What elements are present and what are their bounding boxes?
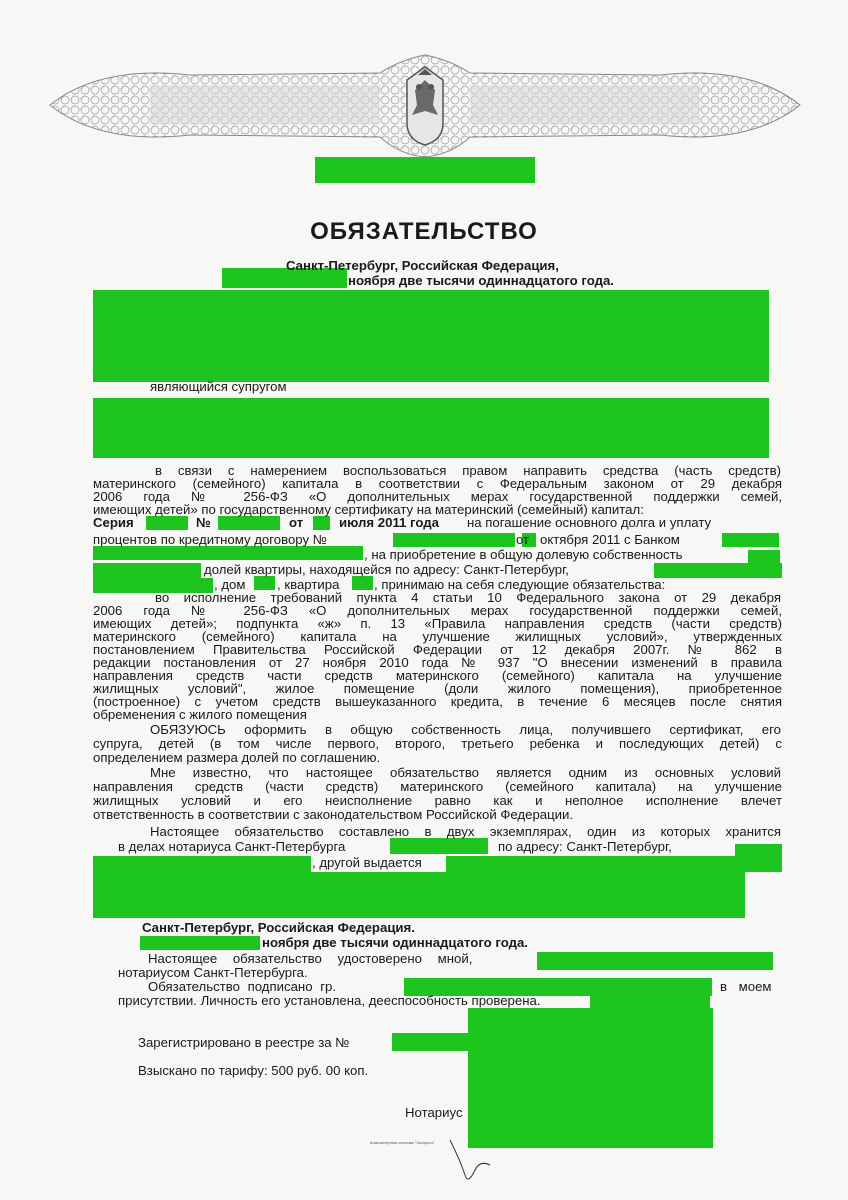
- redaction-block: [748, 550, 780, 564]
- redaction-block: [390, 838, 488, 854]
- body-line: постановлением Правительства Российской Федерации от 12 декабря 2007г. № 862 в: [93, 642, 782, 657]
- redaction-block: [590, 993, 710, 1009]
- body-line: направления средств части средств материнского (семейного) капитала на улучшение: [93, 668, 782, 683]
- body-line: по адресу: Санкт-Петербург,: [498, 839, 672, 854]
- body-line: , на приобретение в общую долевую собственность: [364, 547, 683, 562]
- redaction-block: [93, 398, 769, 458]
- body-line: , квартира: [277, 577, 340, 592]
- header-date: ноября две тысячи одиннадцатого года.: [348, 273, 614, 288]
- redaction-block: [313, 516, 330, 530]
- body-line: жилищных условий и его неисполнение равно как и неполное исполнение влечет: [93, 793, 782, 808]
- body-line: супруга, детей (в том числе первого, второго, третьего ребенка и последующих детей) с: [93, 736, 782, 751]
- cert-line: присутствии. Личность его установлена, дееспособность проверена.: [118, 993, 541, 1008]
- body-line: 2006 года № 256-ФЗ «О дополнительных мерах государственной поддержки семей,: [93, 603, 782, 618]
- body-line: материнского (семейного) капитала в соответствии с Федеральным законом от 29 декабря: [93, 476, 782, 491]
- body-line: обременения с жилого помещения: [93, 707, 307, 722]
- redaction-block: [146, 516, 188, 530]
- redaction-block: [140, 936, 260, 950]
- redaction-block: [93, 872, 745, 918]
- body-line: долей квартиры, находящейся по адресу: Санкт-Петербург,: [204, 562, 569, 577]
- from-label: от: [289, 515, 304, 530]
- redaction-block: [654, 563, 782, 578]
- redaction-block: [537, 952, 773, 970]
- body-line: во исполнение требований пункта 4 статьи 10 Федерального закона от 29 декабря: [155, 590, 781, 605]
- redaction-block: [468, 1008, 713, 1148]
- russian-coat-of-arms-icon: [407, 67, 443, 145]
- body-line: в делах нотариуса Санкт-Петербурга: [118, 839, 346, 854]
- body-line: на погашение основного долга и уплату: [467, 515, 712, 530]
- body-line: в связи с намерением воспользоваться правом направить средства (часть средств): [155, 463, 781, 478]
- redaction-block: [446, 856, 782, 872]
- body-line: направления средств (части средств) материнского (семейного капитала) на улучшение: [93, 779, 782, 794]
- body-line: (построенное) с учетом средств вышеуказанного кредита, в течение 6 месяцев после снятия: [93, 694, 782, 709]
- body-line: имеющих детей» по государственному сертификату на материнский (семейный) капитал:: [93, 502, 644, 517]
- document-title: ОБЯЗАТЕЛЬСТВО: [310, 218, 538, 245]
- footer-small-print: Компьютерная система "Экспресс": [370, 1140, 435, 1145]
- spouse-line: являющийся супругом: [150, 379, 287, 394]
- body-line: 2006 года № 256-ФЗ «О дополнительных мерах государственной поддержки семей,: [93, 489, 782, 504]
- registry-line: Зарегистрировано в реестре за №: [138, 1035, 350, 1050]
- cert-city: Санкт-Петербург, Российская Федерация.: [142, 920, 415, 935]
- tariff-line: Взыскано по тарифу: 500 руб. 00 коп.: [138, 1063, 369, 1078]
- redaction-block: [392, 1033, 470, 1051]
- redaction-block: [393, 533, 515, 547]
- body-line: ответственность в соответствии с законодательством Российской Федерации.: [93, 807, 574, 822]
- redaction-block: [352, 576, 373, 590]
- cert-line: Обязательство подписано гр.: [148, 979, 337, 994]
- redaction-block: [93, 290, 769, 382]
- redaction-block: [218, 516, 280, 530]
- cert-line: в моем: [720, 979, 772, 994]
- signature-mark: [440, 1130, 520, 1190]
- redaction-block: [93, 856, 311, 872]
- body-line: материнского (семейного) капитала на улучшение жилищных условий», утвержденных: [93, 629, 782, 644]
- redaction-block: [93, 563, 201, 578]
- redaction-block: [315, 157, 535, 183]
- redaction-block: [254, 576, 275, 590]
- cert-line: Настоящее обязательство удостоверено мной,: [148, 951, 473, 966]
- body-line: ОБЯЗУЮСЬ оформить в общую собственность лица, получившего сертификат, его: [150, 722, 781, 737]
- body-line: Настоящее обязательство составлено в двух экземплярах, один из которых хранится: [150, 824, 781, 839]
- body-line: , принимаю на себя следующие обязательства:: [374, 577, 666, 592]
- body-line: определением размера долей по соглашению.: [93, 750, 381, 765]
- cert-line: нотариусом Санкт-Петербурга.: [118, 965, 308, 980]
- body-line: октября 2011 с Банком: [540, 532, 680, 547]
- header-city: Санкт-Петербург, Российская Федерация,: [286, 258, 559, 273]
- body-line: от: [516, 532, 530, 547]
- body-line: имеющих детей»; подпункта «ж» п. 13 «Правила направления средств (части средств): [93, 616, 782, 631]
- cert-date: ноября две тысячи одиннадцатого года.: [262, 935, 528, 950]
- body-line: жилищных условий", жилое помещение (доли жилого помещения), приобретенное: [93, 681, 782, 696]
- body-line: Мне известно, что настоящее обязательство является одним из основных условий: [150, 765, 781, 780]
- body-line: , дом: [214, 577, 246, 592]
- body-line: , другой выдается: [312, 855, 422, 870]
- body-line: редакции постановления от 27 ноября 2010 года № 937 "О внесении изменений в правила: [93, 655, 782, 670]
- notary-label: Нотариус: [405, 1105, 463, 1120]
- july-date: июля 2011 года: [339, 515, 439, 530]
- number-sign: №: [196, 515, 211, 530]
- ornamental-header-band: [40, 45, 810, 165]
- redaction-block: [722, 533, 779, 547]
- series-label: Серия: [93, 515, 134, 530]
- body-line: процентов по кредитному договору №: [93, 532, 327, 547]
- redaction-block: [93, 546, 363, 560]
